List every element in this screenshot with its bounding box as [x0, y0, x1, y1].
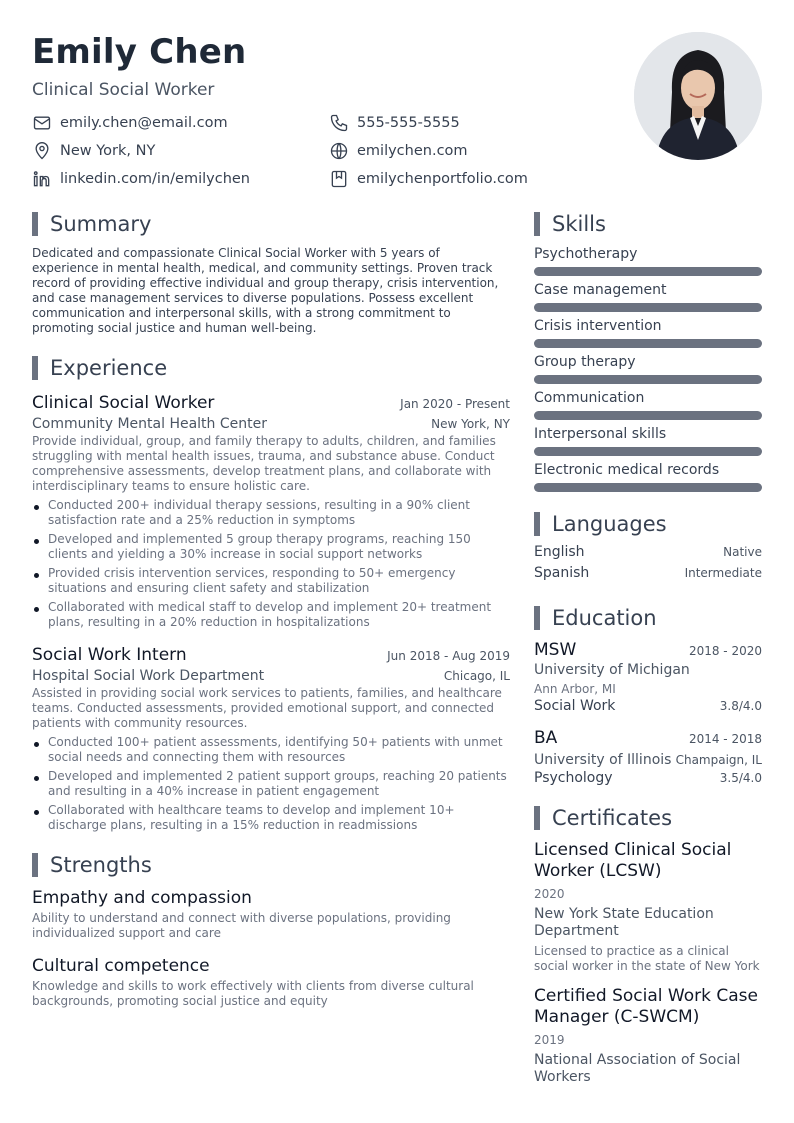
certificate-description: Licensed to practice as a clinical social worker in the state of New York [534, 944, 760, 973]
summary-heading: Summary [32, 210, 510, 238]
education-heading: Education [534, 604, 762, 632]
job-dates: Jun 2018 - Aug 2019 [387, 649, 510, 663]
achievement-item: Conducted 100+ patient assessments, identifying 50+ patients with unmet social needs and connecting them with resources [32, 735, 510, 765]
job-achievements [32, 498, 510, 630]
contact-location [32, 140, 155, 162]
job-title: Social Work Intern [32, 645, 187, 665]
strengths-section [32, 851, 510, 1009]
achievement-item: Collaborated with healthcare teams to develop and implement 10+ discharge plans, resulting in a 15% reduction in readmissions [32, 803, 510, 833]
avatar-portrait [634, 32, 762, 160]
candidate-title: Clinical Social Worker [32, 80, 215, 100]
language-level: Native [723, 545, 762, 559]
certificate-title: Certified Social Work Case Manager (C-SWCM) [534, 986, 758, 1027]
skill-name: Electronic medical records [534, 462, 720, 478]
right-column [534, 210, 762, 1086]
language-level: Intermediate [684, 566, 762, 580]
skill-bar [534, 447, 762, 456]
achievement-item: Conducted 200+ individual therapy sessions, resulting in a 90% client satisfaction rate and a 25% reduction in symptoms [32, 498, 510, 528]
website-text: emilychen.com [357, 143, 468, 159]
strengths-heading: Strengths [32, 851, 510, 879]
candidate-name: Emily Chen [32, 32, 247, 72]
certificates-heading: Certificates [534, 804, 762, 832]
resume-header [32, 32, 592, 100]
school-location: Champaign, IL [675, 753, 762, 767]
left-column [32, 210, 510, 1009]
education-years: 2018 - 2020 [688, 644, 762, 658]
phone-text: 555-555-5555 [357, 115, 460, 131]
experience-section [32, 354, 510, 833]
strength-description: Knowledge and skills to work effectively with clients from diverse cultural backgrounds, promoting social justice and equity [32, 979, 474, 1008]
skill-name: Group therapy [534, 354, 636, 370]
school-name: University of Michigan [534, 662, 690, 678]
linkedin-text: linkedin.com/in/emilychen [60, 171, 250, 187]
skill-bar [534, 375, 762, 384]
field-of-study: Social Work [534, 698, 616, 714]
certificate-entry [534, 986, 762, 1086]
skill-bar [534, 483, 762, 492]
envelope-icon [32, 113, 52, 133]
profile-photo [634, 32, 762, 160]
education-section [534, 604, 762, 786]
job-company: Community Mental Health Center [32, 416, 267, 432]
summary-text: Dedicated and compassionate Clinical Social Worker with 5 years of experience in mental health, medical, and community settings. Proven track record of providing effective individual and group therapy, crisis intervention, and case management services to diverse populations. Possess excellent communication and interpersonal skills, with a strong commitment to promoting social justice and human well-being. [32, 246, 499, 335]
skill-name: Crisis intervention [534, 318, 662, 334]
gpa: 3.8/4.0 [719, 699, 762, 713]
languages-heading: Languages [534, 510, 762, 538]
achievement-item: Developed and implemented 5 group therapy programs, reaching 150 clients and yielding a 30% increase in social support networks [32, 532, 510, 562]
skill-name: Case management [534, 282, 667, 298]
strength-item [32, 887, 510, 941]
experience-heading: Experience [32, 354, 510, 382]
linkedin-icon [32, 169, 52, 189]
languages-section [534, 510, 762, 586]
achievement-item: Collaborated with medical staff to develop and implement 20+ treatment plans, resulting in a 20% reduction in hospitalizations [32, 600, 510, 630]
education-years: 2014 - 2018 [688, 732, 762, 746]
job-entry [32, 644, 510, 833]
degree: MSW [534, 640, 577, 660]
school-name: University of Illinois [534, 752, 672, 768]
job-company: Hospital Social Work Department [32, 668, 265, 684]
job-description: Assisted in providing social work services to patients, families, and healthcare teams. Conducted assessments, provided emotional support, and connected patients with community resources. [32, 686, 502, 730]
skill-bar [534, 267, 762, 276]
gpa: 3.5/4.0 [719, 771, 762, 785]
certificate-issuer: National Association of Social Workers [534, 1052, 741, 1085]
certificate-year: 2019 [534, 1033, 565, 1047]
summary-section [32, 210, 510, 336]
contact-phone[interactable] [329, 112, 460, 134]
certificate-entry [534, 840, 762, 974]
strength-item [32, 955, 510, 1009]
field-of-study: Psychology [534, 770, 613, 786]
contact-portfolio[interactable] [329, 168, 528, 190]
skill-name: Interpersonal skills [534, 426, 667, 442]
education-entry [534, 728, 762, 786]
language-name: English [534, 544, 585, 560]
language-item [534, 544, 762, 565]
certificates-section [534, 804, 762, 1086]
contact-linkedin[interactable] [32, 168, 250, 190]
location-text: New York, NY [60, 143, 156, 159]
skill-name: Psychotherapy [534, 246, 638, 262]
skill-name: Communication [534, 390, 645, 406]
skills-heading: Skills [534, 210, 762, 238]
job-achievements [32, 735, 510, 833]
skill-bar [534, 411, 762, 420]
achievement-item: Developed and implemented 2 patient support groups, reaching 20 patients and resulting in a 40% increase in patient engagement [32, 769, 510, 799]
strength-title: Empathy and compassion [32, 888, 252, 908]
degree: BA [534, 728, 558, 748]
contact-email[interactable] [32, 112, 228, 134]
portfolio-text: emilychenportfolio.com [357, 171, 528, 187]
phone-icon [329, 113, 349, 133]
job-entry [32, 392, 510, 630]
skill-bar [534, 303, 762, 312]
job-dates: Jan 2020 - Present [400, 397, 510, 411]
job-location: New York, NY [431, 417, 510, 431]
certificate-year: 2020 [534, 887, 565, 901]
job-title: Clinical Social Worker [32, 393, 215, 413]
contact-website[interactable] [329, 140, 468, 162]
strength-title: Cultural competence [32, 956, 210, 976]
bookmark-icon [329, 169, 349, 189]
globe-icon [329, 141, 349, 161]
job-description: Provide individual, group, and family therapy to adults, children, and families struggling with mental health issues, trauma, and substance abuse. Conduct comprehensive assessments, develop treatment plans, and collaborate with interdisciplinary teams to ensure holistic care. [32, 434, 496, 493]
map-pin-icon [32, 141, 52, 161]
email-text: emily.chen@email.com [60, 115, 228, 131]
certificate-issuer: New York State Education Department [534, 906, 714, 939]
language-name: Spanish [534, 565, 590, 581]
school-location: Ann Arbor, MI [534, 682, 616, 696]
strength-description: Ability to understand and connect with diverse populations, providing individualized support and care [32, 911, 451, 940]
achievement-item: Provided crisis intervention services, responding to 50+ emergency situations and ensuring client safety and stabilization [32, 566, 510, 596]
certificate-title: Licensed Clinical Social Worker (LCSW) [534, 840, 732, 881]
language-item [534, 565, 762, 586]
skills-section [534, 210, 762, 492]
job-location: Chicago, IL [443, 669, 510, 683]
skill-bar [534, 339, 762, 348]
education-entry [534, 640, 762, 714]
